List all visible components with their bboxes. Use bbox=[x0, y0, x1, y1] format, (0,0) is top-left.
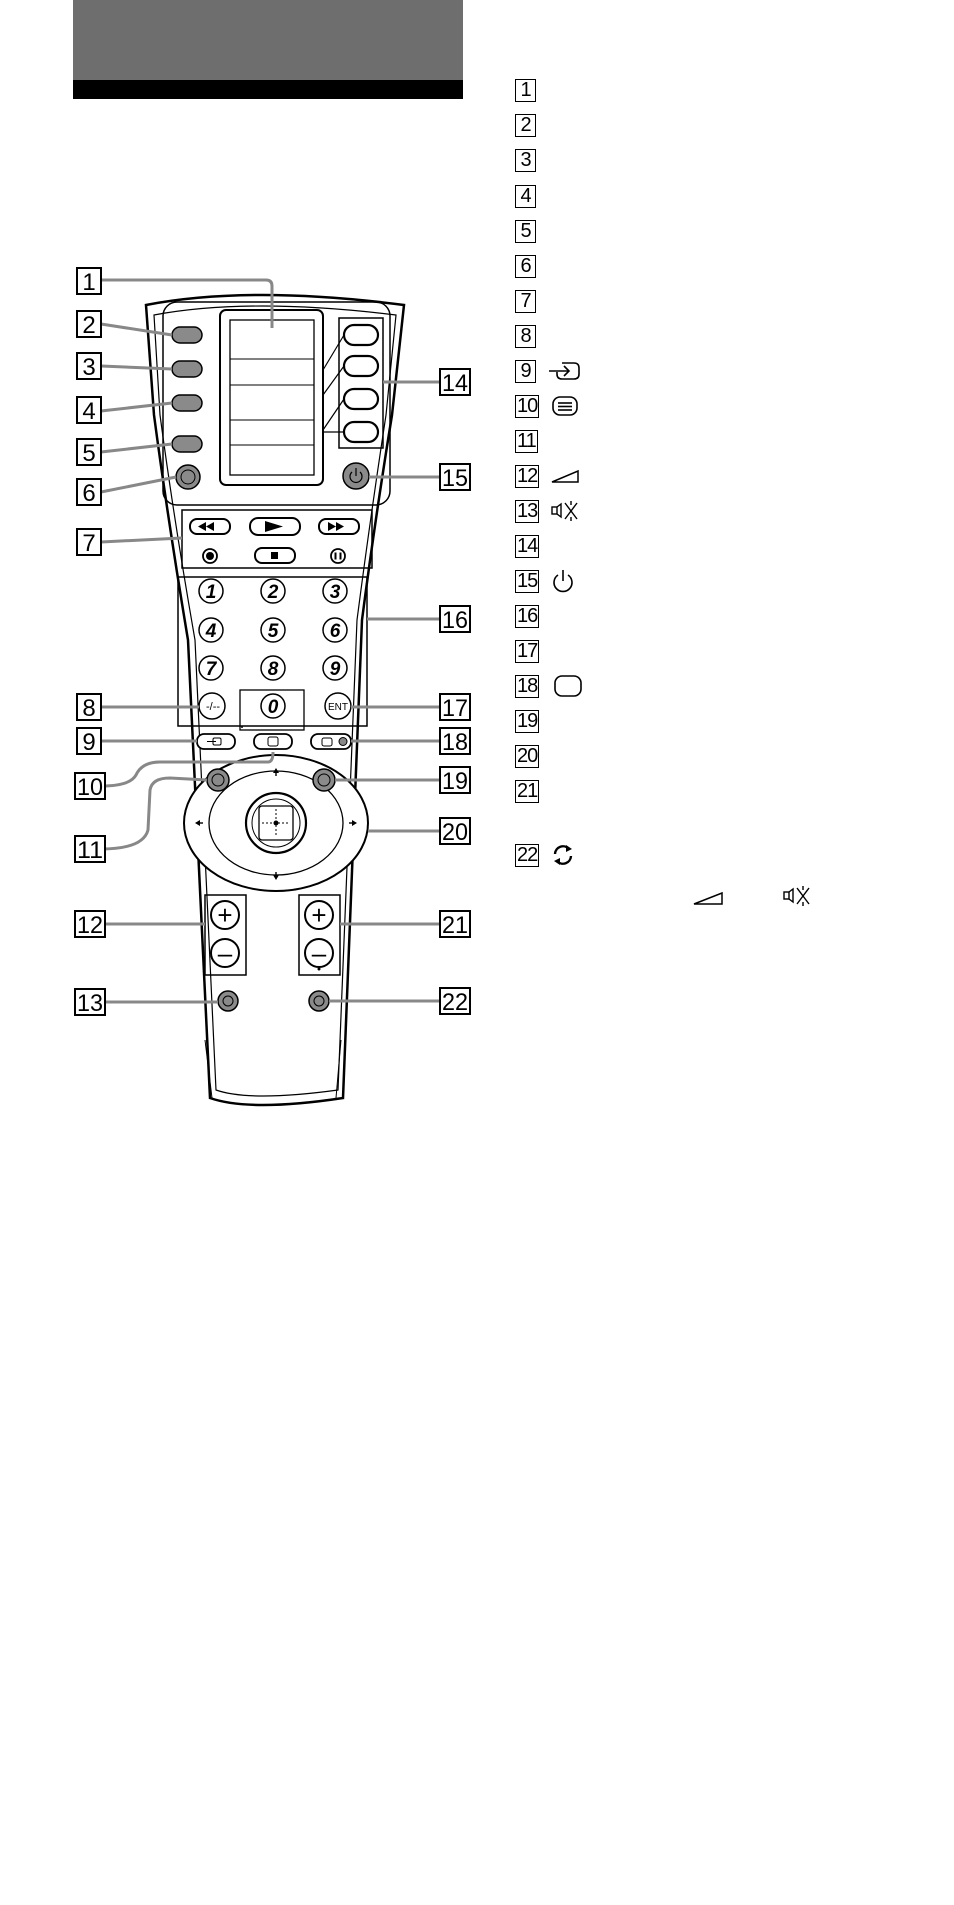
legend-item-12 bbox=[515, 462, 582, 490]
enter-label: ENT bbox=[328, 702, 348, 713]
legend-item-17 bbox=[515, 637, 539, 665]
number-6-label: 6 bbox=[329, 621, 341, 642]
callout-8-label: 8 bbox=[82, 695, 96, 722]
lcd-display bbox=[220, 310, 323, 485]
legend-item-3 bbox=[515, 146, 536, 174]
legend-num-15: 15 bbox=[517, 570, 538, 592]
left-button-3[interactable] bbox=[172, 361, 202, 377]
callout-9-label: 9 bbox=[82, 729, 96, 756]
left-button-6[interactable] bbox=[176, 465, 200, 489]
callout-18-label: 18 bbox=[442, 729, 468, 756]
callout-10-label: 10 bbox=[77, 774, 103, 801]
callout-14-label: 14 bbox=[442, 370, 468, 397]
legend-item-21 bbox=[515, 777, 539, 805]
legend-num-16: 16 bbox=[517, 605, 538, 627]
soft-key-1[interactable] bbox=[344, 325, 378, 345]
legend-num-8: 8 bbox=[515, 325, 536, 348]
callout-7-label: 7 bbox=[82, 530, 96, 557]
left-button-4[interactable] bbox=[172, 395, 202, 411]
legend-num-13: 13 bbox=[517, 500, 538, 522]
program-minus-label: – bbox=[311, 938, 327, 968]
callout-6-label: 6 bbox=[82, 480, 96, 507]
legend-num-1: 1 bbox=[515, 79, 536, 102]
pause-button[interactable] bbox=[331, 549, 345, 563]
soft-key-2[interactable] bbox=[344, 356, 378, 376]
callout-5-label: 5 bbox=[82, 440, 96, 467]
tv-screen-icon bbox=[553, 674, 583, 698]
number-8-label: 8 bbox=[267, 659, 279, 680]
volume-plus-label: + bbox=[217, 900, 233, 930]
number-1-label: 1 bbox=[205, 582, 217, 603]
legend-item-5 bbox=[515, 217, 536, 245]
legend-num-6: 6 bbox=[515, 255, 536, 278]
number-2-label: 2 bbox=[267, 582, 279, 603]
muting-icon bbox=[550, 499, 580, 523]
legend-num-9: 9 bbox=[515, 360, 536, 383]
callout-19-label: 19 bbox=[442, 768, 468, 795]
legend-item-13 bbox=[515, 497, 580, 525]
program-plus-label: + bbox=[311, 900, 327, 930]
legend-item-9 bbox=[515, 357, 583, 385]
muting-icon bbox=[782, 884, 812, 913]
legend-item-22 bbox=[515, 841, 576, 869]
volume-icon bbox=[550, 466, 582, 486]
legend-item-19 bbox=[515, 707, 539, 735]
legend-num-3: 3 bbox=[515, 149, 536, 172]
number-7-label: 7 bbox=[205, 659, 217, 680]
legend-num-2: 2 bbox=[515, 114, 536, 137]
callout-2-label: 2 bbox=[82, 312, 96, 339]
number-9-label: 9 bbox=[329, 659, 341, 680]
legend-item-2 bbox=[515, 111, 536, 139]
legend-item-16 bbox=[515, 602, 539, 630]
number-0-label: 0 bbox=[267, 697, 279, 718]
legend-num-17: 17 bbox=[517, 640, 538, 662]
function-button-right[interactable] bbox=[313, 769, 335, 791]
callout-16-label: 16 bbox=[442, 607, 468, 634]
jump-icon bbox=[550, 842, 576, 868]
legend-item-4 bbox=[515, 182, 536, 210]
legend-item-6 bbox=[515, 252, 536, 280]
callout-11-label: 11 bbox=[77, 837, 103, 864]
function-button-left[interactable] bbox=[207, 769, 229, 791]
power-icon bbox=[550, 568, 576, 594]
legend-item-11 bbox=[515, 427, 538, 455]
legend-num-10: 10 bbox=[517, 395, 538, 417]
legend-num-22: 22 bbox=[517, 844, 538, 866]
legend-item-18 bbox=[515, 672, 583, 700]
legend-item-20 bbox=[515, 742, 539, 770]
callout-15-label: 15 bbox=[442, 465, 468, 492]
legend-item-15 bbox=[515, 567, 576, 595]
volume-icon bbox=[692, 888, 726, 913]
number-4-label: 4 bbox=[205, 621, 217, 642]
legend-num-21: 21 bbox=[517, 780, 538, 802]
digit-select-label: -/-- bbox=[205, 701, 221, 713]
legend-num-19: 19 bbox=[517, 710, 538, 732]
teletext-icon bbox=[550, 394, 580, 418]
callout-22-label: 22 bbox=[442, 989, 468, 1016]
teletext-button[interactable] bbox=[254, 734, 292, 749]
soft-key-4[interactable] bbox=[344, 422, 378, 442]
number-3-label: 3 bbox=[329, 582, 341, 603]
soft-key-3[interactable] bbox=[344, 389, 378, 409]
callout-1-label: 1 bbox=[82, 269, 96, 296]
callout-13-label: 13 bbox=[77, 990, 103, 1017]
legend-item-1 bbox=[515, 76, 536, 104]
remote-diagram bbox=[0, 0, 500, 1120]
jump-button[interactable] bbox=[309, 991, 329, 1011]
callout-21-label: 21 bbox=[442, 912, 468, 939]
legend-num-11: 11 bbox=[517, 430, 536, 452]
legend-num-12: 12 bbox=[517, 465, 538, 487]
legend-item-7 bbox=[515, 287, 536, 315]
callout-17-label: 17 bbox=[442, 695, 468, 722]
callout-12-label: 12 bbox=[77, 912, 103, 939]
muting-button[interactable] bbox=[218, 991, 238, 1011]
callout-3-label: 3 bbox=[82, 354, 96, 381]
legend-num-7: 7 bbox=[515, 290, 536, 313]
legend-num-5: 5 bbox=[515, 220, 536, 243]
legend-num-18: 18 bbox=[517, 675, 538, 697]
number-5-label: 5 bbox=[267, 621, 279, 642]
callout-4-label: 4 bbox=[82, 398, 96, 425]
legend-num-4: 4 bbox=[515, 185, 536, 208]
legend-note bbox=[682, 884, 922, 914]
legend-num-14: 14 bbox=[517, 535, 538, 557]
left-button-5[interactable] bbox=[172, 436, 202, 452]
legend-num-20: 20 bbox=[517, 745, 538, 767]
legend-item-10 bbox=[515, 392, 580, 420]
left-button-2[interactable] bbox=[172, 327, 202, 343]
legend-item-8 bbox=[515, 322, 536, 350]
legend-item-14 bbox=[515, 532, 539, 560]
input-select-icon bbox=[547, 359, 583, 383]
volume-minus-label: – bbox=[217, 938, 233, 968]
callout-20-label: 20 bbox=[442, 819, 468, 846]
